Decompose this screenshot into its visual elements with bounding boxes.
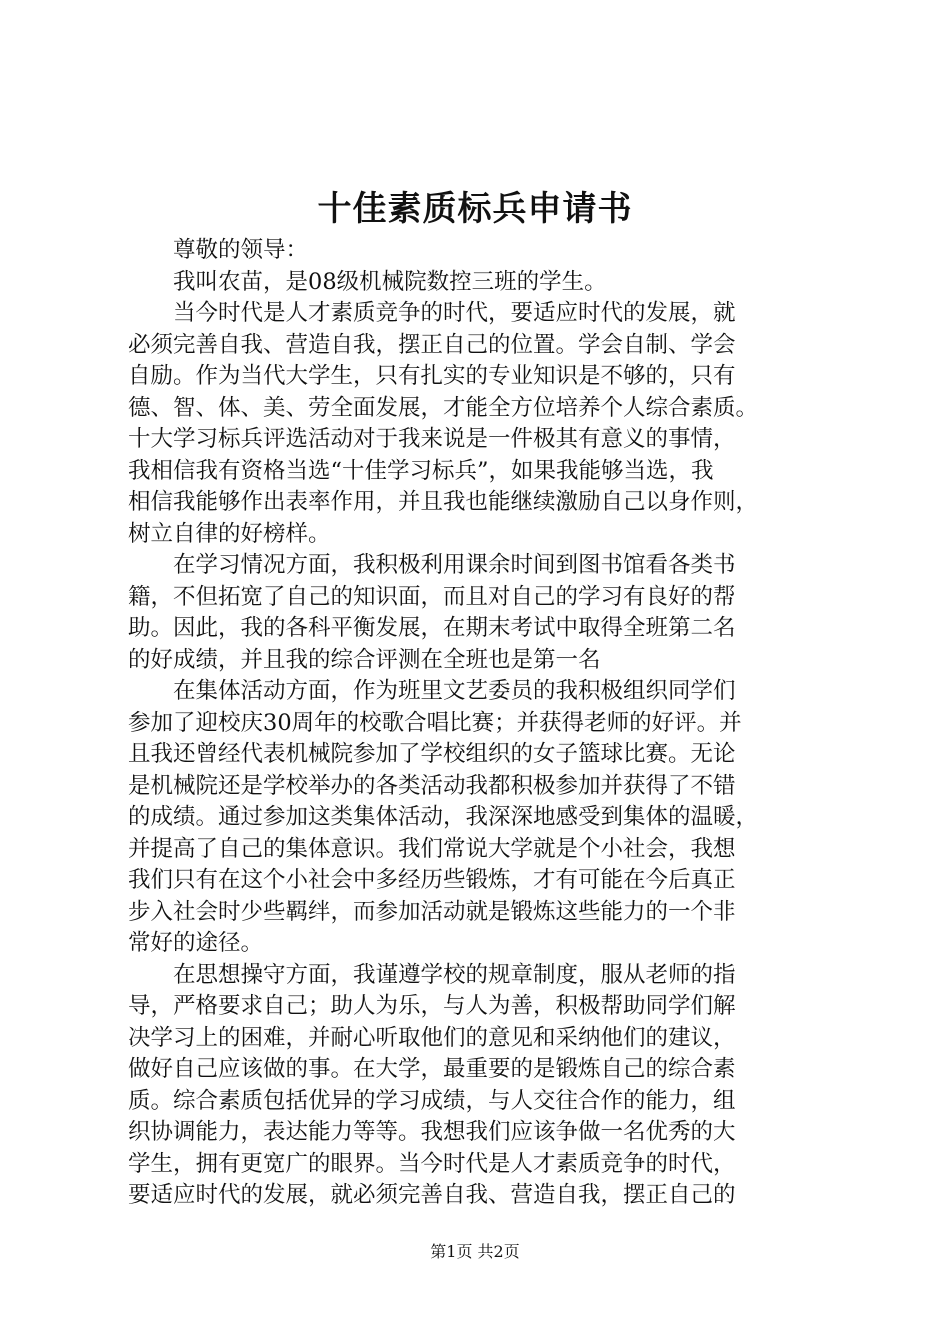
conduct-paragraph: 在思想操守方面，我谨遵学校的规章制度，服从老师的指 导，严格要求自己；助人为乐，与人为善，积极帮助同学们解 决学习上的困难，并耐心听取他们的意见和采纳他们的建议， 做好自己应该做的事。在大学，最重要的是锻炼自己的综合素 质。综合素质包括优异的学习成绩，与人交往合作的能力，组 织协调能力，表达能力等等。我想我们应该争做一名优秀的大 学生，拥有更宽广的眼界。当今时代是人才素质竞争的时代， 要适应时代的发展，就必须完善自我、营造自我，摆正自己的 [128, 961, 736, 1208]
study-paragraph: 在学习情况方面，我积极利用课余时间到图书馆看各类书 籍，不但拓宽了自己的知识面，而且对自己的学习有良好的帮 助。因此，我的各科平衡发展，在期末考试中取得全班第二名 的好成绩，并且我的综合评测在全班也是第一名 [128, 552, 736, 673]
introduction-paragraph: 我叫农苗，是08级机械院数控三班的学生。 [173, 268, 607, 295]
motivation-paragraph: 当今时代是人才素质竞争的时代，要适应时代的发展，就 必须完善自我、营造自我，摆正自己的位置。学会自制、学会 自励。作为当代大学生，只有扎实的专业知识是不够的，只有 德、智、体、美、劳全面发展，才能全方位培养个人综合素质。 十大学习标兵评选活动对于我来说是一件极其有意义的事情， 我相信我有资格当选“十佳学习标兵”，如果我能够当选，我 相信我能够作出表率作用，并且我也能继续激励自己以身作则， 树立自律的好榜样。 [128, 300, 759, 547]
page-footer: 第1页 共2页 [430, 1242, 520, 1261]
document-body [128, 235, 858, 1212]
activities-paragraph: 在集体活动方面，作为班里文艺委员的我积极组织同学们 参加了迎校庆30周年的校歌合唱比赛；并获得老师的好评。并 且我还曾经代表机械院参加了学校组织的女子篮球比赛。无论 是机械院还是学校举办的各类活动我都积极参加并获得了不错 的成绩。通过参加这类集体活动，我深深地感受到集体的温暖， 并提高了自己的集体意识。我们常说大学就是个小社会，我想 我们只有在这个小社会中多经历些锻炼，才有可能在今后真正 步入社会时少些羁绊，而参加活动就是锻炼这些能力的一个非 常好的途径。 [128, 678, 759, 956]
document-title: 十佳素质标兵申请书 [317, 189, 633, 229]
salutation-paragraph: 尊敬的领导： [173, 237, 309, 263]
